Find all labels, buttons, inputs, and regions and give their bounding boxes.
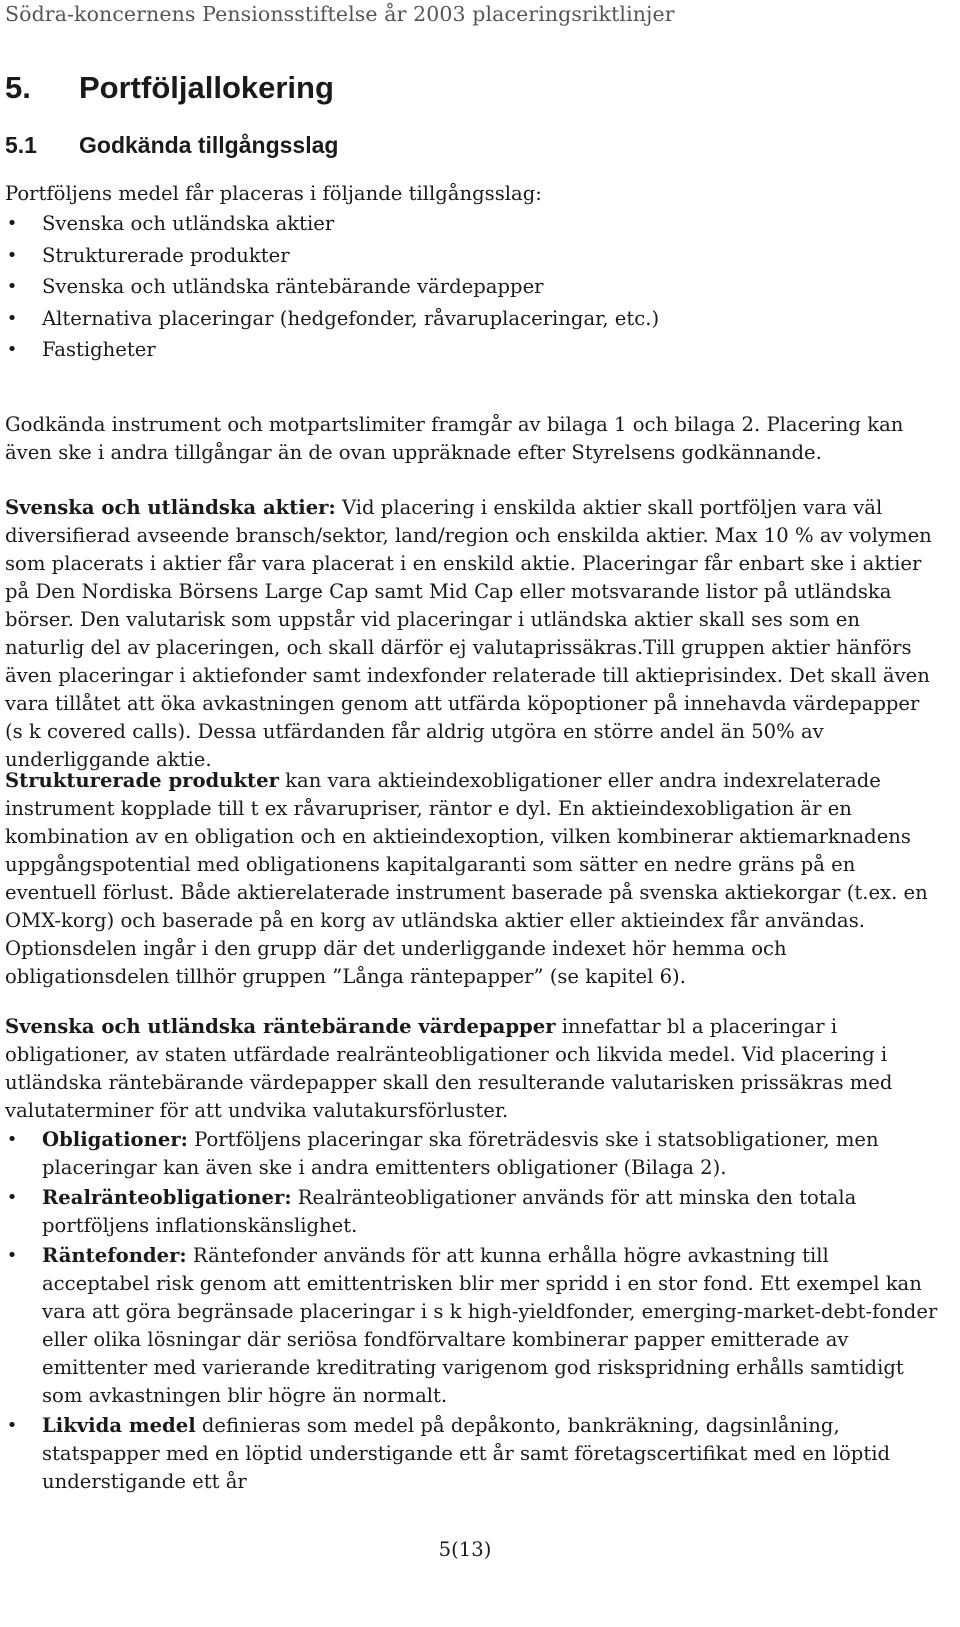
bullet-icon: •	[6, 213, 18, 234]
list-item-text: Alternativa placeringar (hedgefonder, råvaruplaceringar, etc.)	[42, 306, 660, 330]
equities-paragraph	[5, 494, 940, 774]
section-title: Portföljallokering	[79, 70, 334, 105]
list-item-text: Svenska och utländska aktier	[42, 212, 335, 235]
list-item	[5, 273, 659, 305]
page-number: 5(13)	[438, 1538, 492, 1561]
fixed-income-paragraph	[5, 1013, 940, 1125]
item-term: Obligationer:	[42, 1128, 188, 1151]
item-term: Realränteobligationer:	[42, 1186, 292, 1209]
subsection-heading	[5, 132, 338, 159]
bullet-icon: •	[6, 276, 18, 297]
list-item	[5, 242, 659, 274]
list-item	[5, 1184, 940, 1240]
bullet-icon: •	[6, 1245, 18, 1266]
list-item	[5, 1412, 940, 1496]
item-text: definieras som medel på depåkonto, bankräkning, dagsinlåning, statspapper med en löptid understigande ett år samt företagscertifikat med en löptid understigande ett år	[42, 1414, 891, 1493]
list-item-text: Strukturerade produkter	[42, 243, 290, 267]
subsection-number: 5.1	[5, 132, 37, 158]
running-header: Södra-koncernens Pensionsstiftelse år 2003 placeringsriktlinjer	[5, 2, 675, 26]
equities-term: Svenska och utländska aktier:	[5, 496, 336, 519]
limits-paragraph: Godkända instrument och motpartslimiter framgår av bilaga 1 och bilaga 2. Placering kan även ske i andra tillgångar än de ovan uppräknade efter Styrelsens godkännande.	[5, 413, 904, 464]
list-item	[5, 1242, 940, 1410]
bullet-icon: •	[6, 244, 18, 266]
bullet-icon: •	[6, 1415, 18, 1436]
section-heading	[5, 70, 334, 106]
fixed-income-text: innefattar bl a placeringar i obligationer, av staten utfärdade realränteobligationer och likvida medel. Vid placering i utländska räntebärande värdepapper skall den resulterande valutarisken prissäkras med valutaterminer för att undvika valutakursförluster.	[5, 1015, 893, 1122]
bullet-icon: •	[6, 307, 18, 329]
item-text: Portföljens placeringar ska företrädesvis ske i statsobligationer, men placeringar kan även ske i andra emittenters obligationer (Bilaga 2).	[42, 1128, 879, 1179]
section-number: 5.	[5, 70, 31, 105]
list-item	[5, 336, 659, 368]
subsection-title: Godkända tillgångsslag	[79, 132, 339, 158]
list-item	[5, 305, 659, 337]
list-item	[5, 210, 659, 242]
structured-products-paragraph	[5, 767, 940, 991]
item-text: Räntefonder används för att kunna erhålla högre avkastning till acceptabel risk genom att emittentrisken blir mer spridd i en stor fond. Ett exempel kan vara att göra begränsade placeringar i s k high-yieldfonder, emerging-market-debt-fonder eller olika lösningar där seriösa fondförvaltare kombinerar papper emitterade av emittenter med varierande kreditrating varigenom god riskspridning erhålls samtidigt som avkastningen blir högre än normalt.	[42, 1244, 938, 1407]
fixed-income-term: Svenska och utländska räntebärande värdepapper	[5, 1015, 556, 1038]
list-item-text: Fastigheter	[42, 338, 156, 361]
list-item-text: Svenska och utländska räntebärande värdepapper	[42, 275, 544, 298]
bullet-icon: •	[6, 339, 18, 360]
list-item	[5, 1126, 940, 1182]
bullet-icon: •	[6, 1187, 18, 1208]
asset-class-list	[5, 210, 659, 368]
intro-text: Portföljens medel får placeras i följande tillgångsslag:	[5, 182, 542, 205]
equities-text: Vid placering i enskilda aktier skall portföljen vara väl diversifierad avseende bransch/sektor, land/region och enskilda aktier. Max 10 % av volymen som placerats i aktier får vara placerat i en enskild aktie. Placeringar får enbart ske i aktier på Den Nordiska Börsens Large Cap samt Mid Cap eller motsvarande listor på utländska börser. Den valutarisk som uppstår vid placeringar i utländska aktier skall ses som en naturlig del av placeringen, och skall därför ej valutaprissäkras.Till gruppen aktier hänförs även placeringar i aktiefonder samt indexfonder relaterade till aktieprisindex. Det skall även vara tillåtet att öka avkastningen genom att utfärda köpoptioner på innehavda värdepapper (s k covered calls). Dessa utfärdanden får aldrig utgöra en större andel än 50% av underliggande aktie.	[5, 496, 932, 771]
fixed-income-instrument-list	[5, 1126, 940, 1498]
item-text: Realränteobligationer används för att minska den totala portföljens inflationskänslighet.	[42, 1186, 857, 1237]
structured-term: Strukturerade produkter	[5, 769, 279, 792]
item-term: Räntefonder:	[42, 1244, 187, 1267]
bullet-icon: •	[6, 1129, 18, 1150]
structured-text: kan vara aktieindexobligationer eller andra indexrelaterade instrument kopplade till t ex råvarupriser, räntor e dyl. En aktieindexobligation är en kombination av en obligation och en aktieindexoption, vilken kombinerar aktiemarknadens uppgångspotential med obligationens kapitalgaranti som sätter en nedre gräns på en eventuell förlust. Både aktierelaterade instrument baserade på svenska aktiekorgar (t.ex. en OMX-korg) och baserade på en korg av utländska aktier eller aktieindex får användas. Optionsdelen ingår i den grupp där det underliggande indexet hör hemma och obligationsdelen tillhör gruppen ”Långa räntepapper” (se kapitel 6).	[5, 769, 928, 988]
item-term: Likvida medel	[42, 1414, 196, 1437]
